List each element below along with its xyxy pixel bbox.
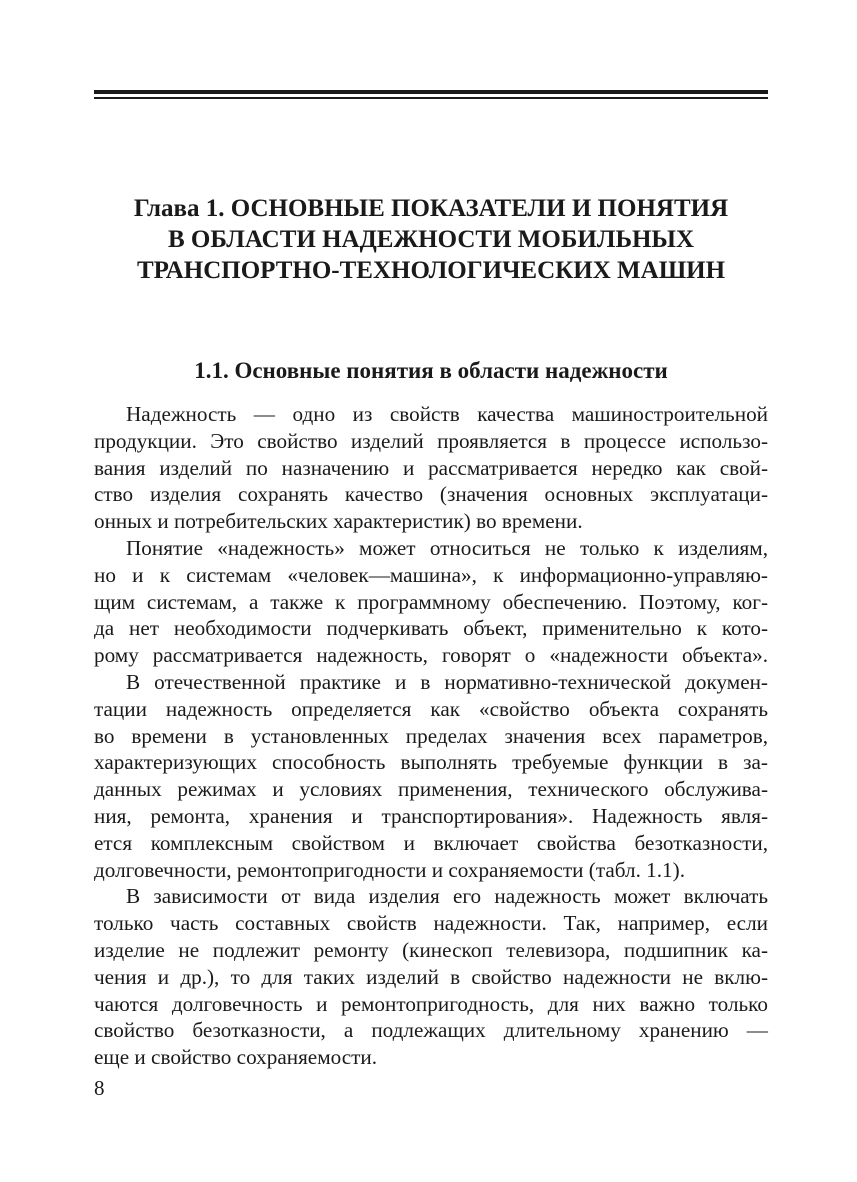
text-line: характеризующих способность выполнять требуемые функции в за-: [94, 750, 768, 775]
text-line: только часть составных свойств надежности. Так, например, если: [94, 911, 768, 936]
text-line: но и к системам «человек—машина», к информационно-управляю-: [94, 562, 768, 587]
text-line: да нет необходимости подчеркивать объект, применительно к кото-: [94, 616, 768, 641]
chapter-title-line: ТРАНСПОРТНО-ТЕХНОЛОГИЧЕСКИХ МАШИН: [136, 257, 726, 284]
text-line: рому рассматривается надежность, говорят о «надежности объекта».: [94, 643, 768, 668]
text-line: чаются долговечность и ремонтопригодность, для них важно только: [94, 991, 768, 1016]
section-title: 1.1. Основные понятия в области надежности: [194, 358, 668, 383]
text-line: В отечественной практике и в нормативно-технической докумен-: [126, 669, 768, 694]
paragraph: [94, 535, 768, 669]
body-text: [94, 401, 768, 1071]
header-rule-thin: [94, 97, 768, 99]
chapter-title-line: В ОБЛАСТИ НАДЕЖНОСТИ МОБИЛЬНЫХ: [167, 226, 695, 253]
chapter-title: [94, 193, 768, 286]
text-line: изделие не подлежит ремонту (кинескоп телевизора, подшипник ка-: [94, 937, 768, 962]
text-line: Понятие «надежность» может относиться не только к изделиям,: [126, 535, 768, 560]
text-line: чения и др.), то для таких изделий в свойство надежности не вклю-: [94, 964, 768, 989]
text-line: свойство безотказности, а подлежащих длительному хранению —: [94, 1018, 768, 1043]
text-line: вания изделий по назначению и рассматривается нередко как свой-: [94, 455, 768, 480]
text-line: во времени в установленных пределах значения всех параметров,: [94, 723, 768, 748]
paragraph: [94, 669, 768, 883]
text-line: данных режимах и условиях применения, технического обслужива-: [94, 777, 768, 802]
chapter-title-line: Глава 1. ОСНОВНЫЕ ПОКАЗАТЕЛИ И ПОНЯТИЯ: [133, 195, 729, 222]
text-line: В зависимости от вида изделия его надежность может включать: [126, 884, 768, 909]
text-line: ния, ремонта, хранения и транспортирования». Надежность явля-: [94, 803, 768, 828]
paragraph: [94, 883, 768, 1071]
text-line: тации надежность определяется как «свойство объекта сохранять: [94, 696, 768, 721]
paragraph: [94, 401, 768, 535]
header-rule-thick: [94, 90, 768, 94]
text-line: долговечности, ремонтопригодности и сохраняемости (табл. 1.1).: [94, 857, 686, 882]
text-line: продукции. Это свойство изделий проявляется в процессе использо-: [94, 428, 768, 453]
text-line: ется комплексным свойством и включает свойства безотказности,: [94, 830, 768, 855]
text-line: ство изделия сохранять качество (значения основных эксплуатаци-: [94, 482, 768, 507]
text-line: Надежность — одно из свойств качества машиностроительной: [126, 402, 768, 426]
text-line: онных и потребительских характеристик) во времени.: [94, 509, 583, 534]
text-line: еще и свойство сохраняемости.: [94, 1045, 378, 1070]
page-number: 8: [94, 1076, 105, 1100]
text-line: щим системам, а также к программному обеспечению. Поэтому, ког-: [94, 589, 768, 614]
